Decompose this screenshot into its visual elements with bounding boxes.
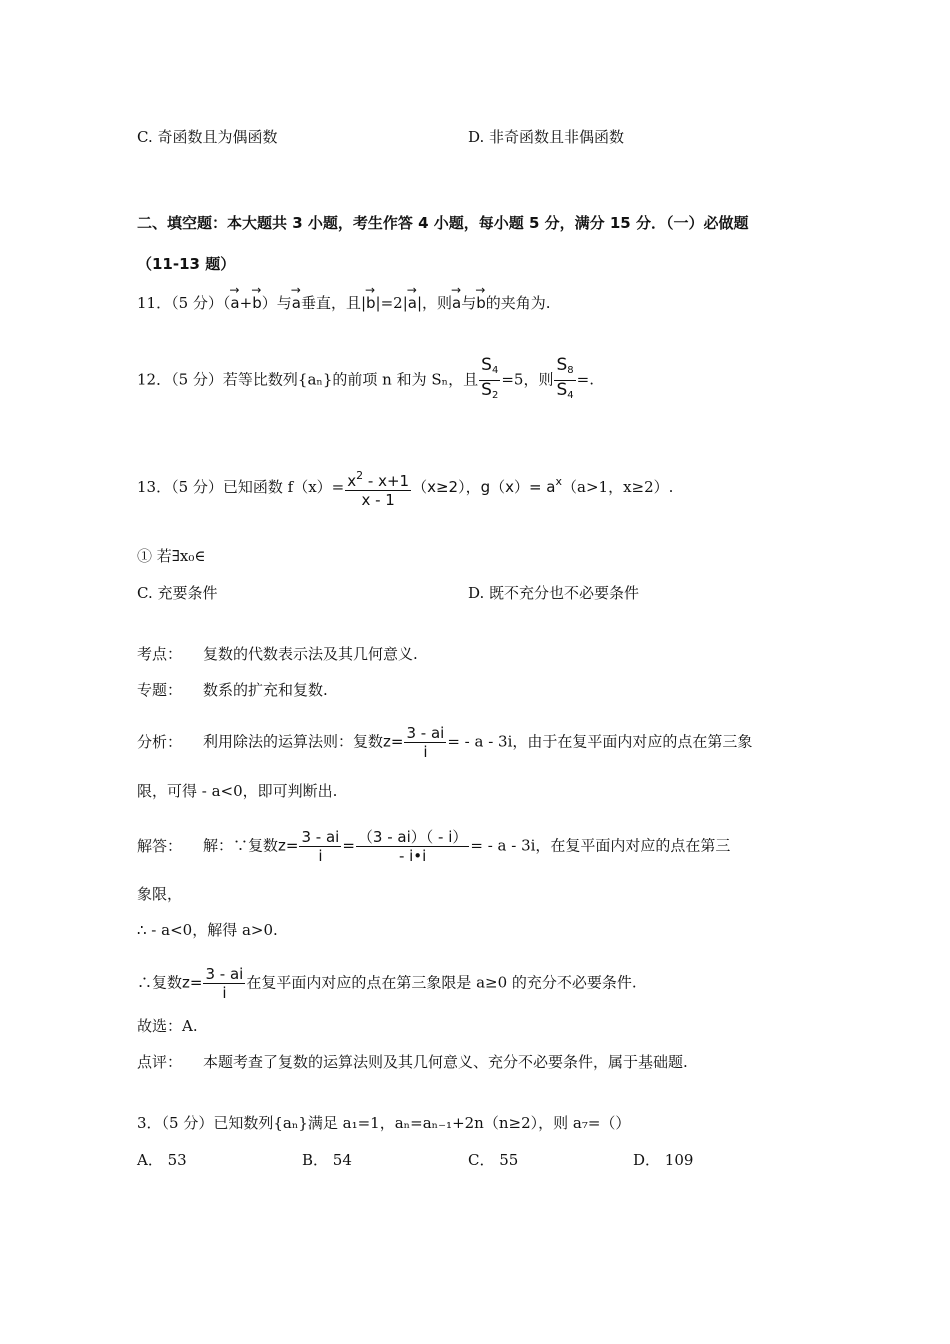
vector-a: → a [292, 289, 301, 313]
guxuan: 故选：A. [137, 1017, 198, 1035]
section-subheading: （11-13 题） [137, 255, 236, 273]
z-equals: z= [182, 973, 203, 992]
q13-prefix: 13．（5 分）已知函数 f（x）= [137, 478, 345, 496]
question-3: 3．（5 分）已知数列{aₙ}满足 a₁=1，aₙ=aₙ₋₁+2n（n≥2），则 a₇=（） [137, 1114, 631, 1132]
fenxi-post: = - a - 3i，由于在复平面内对应的点在第三象 [447, 732, 753, 751]
jieda-post: = - a - 3i，在复平面内对应的点在第三 [470, 836, 731, 855]
dianping-row [137, 1052, 688, 1072]
fenxi-row [137, 724, 752, 761]
q11-mid4: |，则 [416, 294, 453, 312]
question-13 [137, 467, 673, 509]
jieda-line3: ∴ - a<0，解得 a>0. [137, 921, 278, 939]
z-equals: z= [278, 836, 299, 855]
dianping-label: 点评： [137, 1053, 183, 1071]
option-d-top: D. 非奇函数且非偶函数 [468, 128, 625, 146]
kaodian-text: 复数的代数表示法及其几何意义. [203, 645, 418, 663]
vector-a: → a [408, 289, 417, 313]
q11-plus: + [239, 294, 253, 312]
fraction-z: $\frac{3 - ai}{i}$ [301, 828, 340, 865]
fenxi-line2: 限，可得 - a<0，即可判断出. [137, 782, 338, 800]
jieda-pre: 解：∵复数 [203, 836, 279, 855]
jieda-row: 解答： 解：∵复数z= $\frac{3 - ai}{i}$ = $\frac{(3 - ai)( - i)}{- i•i}$ = - a - 3i，在复平面内对应的点在第三 [137, 828, 731, 865]
option-c-top: C. 奇函数且为偶函数 [137, 128, 278, 146]
question-13-part1: ① 若∃x₀∈ [137, 547, 206, 565]
zhuanti-label: 专题： [137, 681, 183, 699]
section-heading: 二、填空题：本大题共 3 小题，考生作答 4 小题，每小题 5 分，满分 15 分．（一）必做题 [137, 214, 749, 232]
kaodian-row [137, 644, 418, 664]
q12-mid: =5，则 [501, 370, 554, 389]
option-b-q3: B． 54 [302, 1151, 352, 1169]
kaodian-label: 考点： [137, 645, 183, 663]
fenxi-pre: 利用除法的运算法则：复数 [203, 732, 384, 751]
option-c: C. 充要条件 [137, 584, 218, 602]
q13-exponent: x [555, 475, 563, 488]
dianping-text: 本题考查了复数的运算法则及其几何意义、充分不必要条件，属于基础题. [203, 1053, 688, 1071]
jieda-line4-pre: ∴复数 [137, 973, 183, 992]
vector-b: → b [252, 289, 262, 313]
fenxi-label: 分析： [137, 732, 183, 751]
question-12 [137, 356, 594, 405]
q13-end: （a>1，x≥2）. [562, 478, 674, 496]
option-d-q3: D． 109 [633, 1151, 694, 1169]
option-d: D. 既不充分也不必要条件 [468, 584, 640, 602]
zhuanti-text: 数系的扩充和复数. [203, 681, 328, 699]
q11-mid2: 垂直，且| [300, 294, 366, 312]
q11-end: 的夹角为. [485, 294, 551, 312]
option-a-q3: A． 53 [137, 1151, 187, 1169]
fraction-s8-s4: $\frac{S_8}{S_4}$ [556, 355, 574, 401]
jieda-line2: 象限， [137, 885, 183, 903]
vector-a: → a [230, 289, 239, 313]
vector-a: → a [452, 289, 461, 313]
q13-mid: （x≥2），g（x）= a [412, 478, 556, 496]
q11-mid1: ）与 [261, 294, 292, 312]
fraction-z-expanded: $\frac{(3 - ai)( - i)}{- i•i}$ [357, 828, 468, 865]
q11-prefix: 11．（5 分）（ [137, 294, 231, 312]
fraction-z: $\frac{3 - ai}{i}$ [205, 965, 244, 1002]
q12-end: =. [576, 370, 594, 389]
q11-mid3: |=2| [375, 294, 408, 312]
question-11 [137, 289, 551, 313]
fraction-fx: $\frac{x^2 - x+1}{x - 1}$ [347, 469, 410, 509]
zhuanti-row [137, 680, 328, 700]
jieda-line4-post: 在复平面内对应的点在第三象限是 a≥0 的充分不必要条件. [246, 973, 637, 992]
q12-prefix: 12．（5 分）若等比数列{aₙ}的前项 n 和为 Sₙ，且 [137, 370, 479, 389]
fraction-s4-s2: $\frac{S_4}{S_2}$ [481, 355, 499, 401]
jieda-line4 [137, 965, 637, 1002]
z-equals: z= [383, 732, 404, 751]
jieda-label: 解答： [137, 836, 183, 855]
vector-b: → b [476, 289, 486, 313]
q11-mid5: 与 [461, 294, 477, 312]
vector-b: → b [366, 289, 376, 313]
option-c-q3: C． 55 [468, 1151, 519, 1169]
fraction-z: $\frac{3 - ai}{i}$ [406, 724, 445, 761]
